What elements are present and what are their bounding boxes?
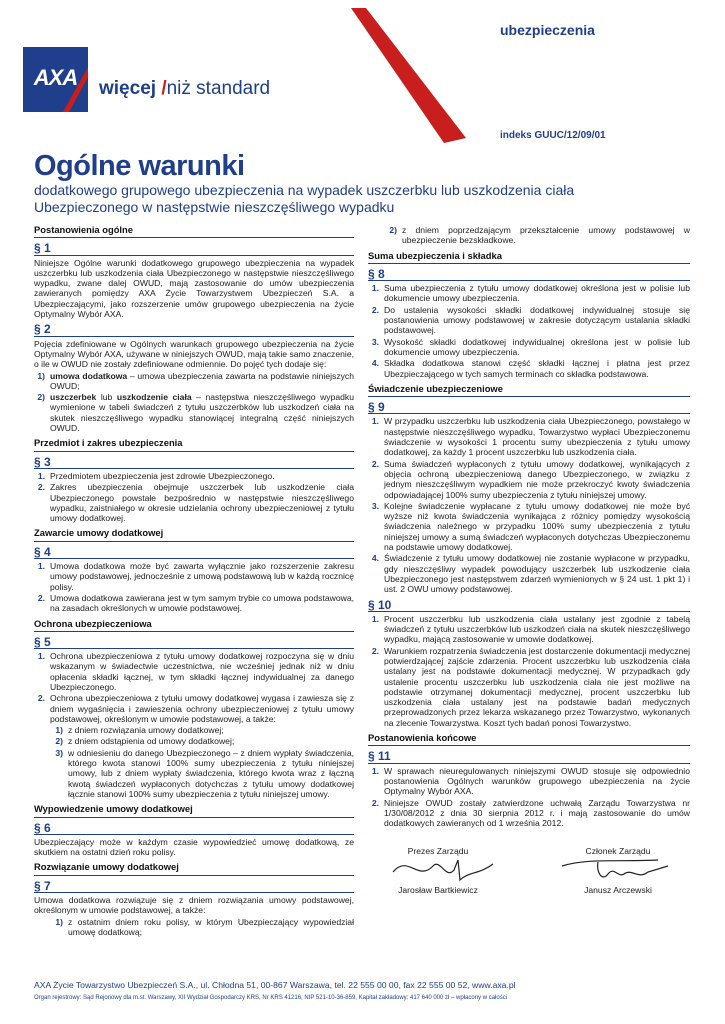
section-heading: Przedmiot i zakres ubezpieczenia: [34, 438, 354, 451]
list-item: [34, 471, 354, 481]
sub-list-item: [50, 736, 354, 746]
category-label: ubezpieczenia: [500, 22, 595, 38]
list-item: [368, 766, 690, 797]
paragraph-number: § 6: [34, 821, 354, 835]
signature-role: Prezes Zarządu: [407, 846, 469, 857]
item-term: uszczerbek: [50, 392, 97, 403]
item-number: 1.: [371, 283, 379, 294]
list-item: [34, 593, 354, 614]
section-heading: Świadczenie ubezpieczeniowe: [368, 384, 690, 397]
list-item: [34, 482, 354, 523]
slogan-slash: /: [161, 78, 167, 99]
list-item: [368, 646, 690, 728]
paragraph-number: § 8: [368, 267, 690, 281]
logo-text: AXA: [33, 65, 78, 90]
item-number: 2): [389, 225, 397, 235]
list-item: [368, 553, 690, 594]
signature-name: Janusz Arczewski: [584, 884, 652, 895]
item-number: 2.: [371, 304, 379, 315]
list-item: [368, 305, 690, 336]
slogan: [99, 78, 270, 100]
list-item: [368, 337, 690, 358]
item-text: Ochrona ubezpieczeniowa z tytułu umowy dodatkowej wygasa i zawiesza się z dniem wygaśnięcia i zawieszenia ochrony ubezpieczeniowej z tytułu umowy podstawowej, określonym w umowie podstawowej, a także:: [50, 693, 354, 724]
item-number: 2.: [37, 592, 45, 603]
item-text: Przedmiotem ubezpieczenia jest zdrowie Ubezpieczonego.: [50, 470, 275, 481]
axa-logo: [23, 47, 88, 112]
item-text: Świadczenie z tytułu umowy dodatkowej nie zostanie wypłacone w przypadku, gdy nieszczęśliwy wypadek powodujący uszczerbek lub uszkodzenie ciała Ubezpieczonego jest następstwem zdarzeń wymienionych w § 24 ust. 1 pkt 1) i ust. 2 OWU umowy podstawowej.: [384, 553, 690, 595]
item-text: Warunkiem rozpatrzenia świadczenia jest dostarczenie dokumentacji medycznej potwierdzającej zajście zdarzenia. Procent uszczerbku lub uszkodzenia ciała ustalany jest na podstawie dokumentacji medycznej. W przypadkach gdy ustalenie procentu uszczerbku lub uszkodzenia ciała nie jest możliwe na podstawie otrzymanej dokumentacji medycznej, procent uszczerbku lub uszkodzenia ciała ustalany jest na podstawie badań medycznych przeprowadzonych przez lekarza wskazanego przez Towarzystwo, wykonanych na zlecenie Towarzystwa. Koszt tych badań ponosi Towarzystwo.: [384, 645, 690, 728]
item-number: 2): [55, 736, 63, 747]
section-heading: Postanowienia ogólne: [34, 225, 354, 238]
item-number: 2.: [371, 797, 379, 808]
list-item: [368, 283, 690, 304]
page-title: Ogólne warunki: [34, 150, 245, 182]
signature-name: Jarosław Bartkiewicz: [398, 884, 478, 895]
list-item: [34, 392, 354, 433]
item-number: 1.: [37, 470, 45, 481]
paragraph-number: § 9: [368, 400, 690, 414]
list-item: [368, 614, 690, 645]
paragraph-text: Pojęcia zdefiniowane w Ogólnych warunkach grupowego ubezpieczenia na życie Optymalny Wybór AXA, używane w niniejszych OWUD, mają takie samo znaczenie, o ile w OWUD nie zostały zdefiniowane odmiennie. Do pojęć tych dodaje się:: [34, 338, 354, 370]
list-item: [34, 693, 354, 724]
item-text: Suma świadczeń wypłaconych z tytułu umowy dodatkowej, wynikających z objęcia ochroną ubezpieczeniową danego Ubezpieczonego, w związku z jednym nieszczęśliwym wypadkiem nie może przekroczyć kwoty świadczenia odpowiadającej 100% sumy ubezpieczenia z tytułu niniejszej umowy.: [384, 458, 690, 500]
footer-registry: Organ rejestrowy: Sąd Rejonowy dla m.st. Warszawy, XII Wydział Gospodarczy KRS, Nr KRS 41216, NIP 521-10-36-859, Kapitał zakładowy: 417 640 000 zł – wpłacony w całości: [34, 995, 508, 1001]
item-text: W przypadku uszczerbku lub uszkodzenia ciała Ubezpieczonego, powstałego w następstwie nieszczęśliwego wypadku, Towarzystwo wypłaci Ubezpieczonemu świadczenie w wysokości 1 procentu sumy ubezpieczenia z tytułu umowy dodatkowej, za każdy 1 procent uszczerbku lub uszkodzenia ciała.: [384, 416, 690, 458]
item-number: 1): [37, 370, 45, 381]
item-number: 3): [55, 747, 63, 758]
item-text: [50, 392, 354, 433]
slogan-bold: więcej: [99, 78, 157, 99]
item-text: Suma ubezpieczenia z tytułu umowy dodatkowej określona jest w polisie lub dokumencie umowy ubezpieczenia.: [384, 283, 690, 304]
item-text: z dniem poprzedzającym przekształcenie umowy podstawowej w ubezpieczenie bezskładkowe.: [402, 225, 690, 246]
slogan-rest: niż standard: [166, 78, 271, 99]
paragraph-text: Umowa dodatkowa rozwiązuje się z dniem rozwiązania umowy podstawowej, określonym w umowie podstawowej, a także:: [34, 895, 354, 916]
paragraph-number: § 3: [34, 455, 354, 469]
list-item: [34, 651, 354, 692]
item-number: 1.: [371, 416, 379, 427]
item-number: 1): [55, 916, 63, 927]
paragraph-number: § 5: [34, 635, 354, 649]
list-item: [34, 371, 354, 392]
item-number: 1.: [37, 561, 45, 572]
item-text: Procent uszczerbku lub uszkodzenia ciała ustalany jest zgodnie z tabelą świadczeń z tytułu uszczerbków lub uszkodzeń ciała na skutek nieszczęśliwego wypadku, mającą zastosowanie w umowie dodatkowej.: [384, 613, 690, 645]
item-number: 3.: [371, 336, 379, 347]
item-text: Zakres ubezpieczenia obejmuje uszczerbek lub uszkodzenie ciała Ubezpieczonego powstałe bezpośrednio w następstwie nieszczęśliwego wypadku, zaistniałego w okresie udzielania ochrony ubezpieczeniowej z tytułu umowy dodatkowej.: [50, 482, 354, 524]
red-diagonal-icon: [296, 8, 466, 143]
item-number: 1.: [37, 651, 45, 662]
item-text: Ochrona ubezpieczeniowa z tytułu umowy dodatkowej rozpoczyna się w dniu wskazanym w świadectwie uczestnictwa, nie wcześniej jednak niż w dniu opłacenia składki łącznej, w tym składki łącznej indywidualnej za danego Ubezpieczonego.: [50, 651, 354, 692]
item-text: Umowa dodatkowa może być zawarta wyłącznie jako rozszerzenie zakresu umowy podstawowej, jednocześnie z umową podstawową lub w każdą rocznicę polisy.: [50, 561, 354, 592]
list-item: [368, 358, 690, 379]
item-term: umowa dodatkowa: [50, 370, 128, 381]
signature-scribble-icon: [388, 852, 498, 886]
item-text: W sprawach nieuregulowanych niniejszymi OWUD stosuje się odpowiednio postanowienia Ogólnych warunków grupowego ubezpieczenia na życie Optymalny Wybór AXA.: [384, 765, 690, 797]
paragraph-number: § 4: [34, 545, 354, 559]
footer-address: AXA Życie Towarzystwo Ubezpieczeń S.A., ul. Chłodna 51, 00-867 Warszawa, tel. 22 555 00 00, fax 22 555 00 52, www.axa.pl: [34, 980, 516, 990]
list-item: [368, 501, 690, 552]
paragraph-number: § 7: [34, 879, 354, 893]
paragraph-number: § 10: [368, 598, 690, 612]
item-text: Wysokość składki dodatkowej indywidualnej określona jest w polisie lub dokumencie umowy ubezpieczenia.: [384, 336, 690, 357]
section-heading: Postanowienia końcowe: [368, 733, 690, 746]
item-number: 2.: [371, 458, 379, 469]
section-heading: Rozwiązanie umowy dodatkowej: [34, 862, 354, 875]
item-text: Kolejne świadczenie wypłacane z tytułu umowy dodatkowej nie może być wyższe niż kwota świadczenia wynikająca z różnicy pomiędzy wysokością świadczenia należnego w przypadku 100% sumy ubezpieczenia z tytułu niniejszej umowy a sumą świadczeń wypłaconych dotychczas Ubezpieczonemu na podstawie umowy dodatkowej.: [384, 500, 690, 553]
section-heading: Wypowiedzenie umowy dodatkowej: [34, 804, 354, 817]
item-number: 2.: [37, 693, 45, 704]
item-number: 1.: [371, 765, 379, 776]
item-number: 4.: [371, 553, 379, 564]
paragraph-text: Ubezpieczający może w każdym czasie wypowiedzieć umowę dodatkową, ze skutkiem na ostatni dzień roku polisy.: [34, 836, 354, 858]
item-text: Umowa dodatkowa zawierana jest w tym samym trybie co umowa podstawowa, na zasadach określonych w umowie podstawowej.: [50, 592, 354, 614]
page-subtitle: dodatkowego grupowego ubezpieczenia na wypadek uszczerbku lub uszkodzenia ciała Ubezpieczonego w następstwie nieszczęśliwego wypadku: [34, 182, 575, 215]
item-text: Do ustalenia wysokości składki dodatkowej indywidualnej stosuje się postanowienia umowy podstawowej w zakresie dotyczącym ustalania składki podstawowej.: [384, 304, 690, 336]
item-text: z dniem odstąpienia od umowy dodatkowej;: [68, 736, 235, 747]
item-number: 1): [55, 725, 63, 736]
item-connector: lub: [96, 392, 117, 403]
item-number: 1.: [371, 613, 379, 624]
list-item: [368, 798, 690, 829]
paragraph-text: Niniejsze Ogólne warunki dodatkowego grupowego ubezpieczenia na wypadek uszczerbku lub uszkodzenia ciała Ubezpieczonego w następstwie nieszczęśliwego wypadku, zwane dalej OWUD, mają zastosowanie do umów ubezpieczenia zawieranych pomiędzy AXA Życie Towarzystwem Ubezpieczeń S.A. a Ubezpieczającymi, jako rozszerzenie umów grupowego ubezpieczenia na życie Optymalny Wybór AXA.: [34, 257, 354, 320]
document-index: indeks GUUC/12/09/01: [500, 130, 606, 141]
list-item: [368, 459, 690, 500]
item-text: Składka dodatkowa stanowi część składki łącznej i płatna jest przez Ubezpieczającego w tych samych terminach co składka podstawowa.: [384, 358, 690, 379]
item-number: 2.: [371, 645, 379, 656]
section-heading: Suma ubezpieczenia i składka: [368, 251, 690, 264]
item-text: Niniejsze OWUD zostały zatwierdzone uchwałą Zarządu Towarzystwa nr 1/30/08/2012 z dnia 30 sierpnia 2012 r. i mają zastosowanie do umów dodatkowych zawieranych od 1 września 2012.: [384, 797, 690, 829]
section-heading: Ochrona ubezpieczeniowa: [34, 619, 354, 632]
item-definition: – umowa ubezpieczenia zawarta na podstawie niniejszych OWUD;: [50, 370, 354, 391]
item-text: z ostatnim dniem roku polisy, w którym Ubezpieczający wypowiedział umowę dodatkową;: [68, 916, 354, 937]
signature-area: [368, 846, 690, 908]
signature-role: Członek Zarządu: [585, 846, 651, 857]
sub-list-item: [384, 225, 690, 246]
paragraph-number: § 1: [34, 241, 354, 255]
item-number: 3.: [371, 500, 379, 511]
item-number: 4.: [371, 358, 379, 369]
sub-list-item: [50, 725, 354, 735]
item-number: 2.: [37, 482, 45, 493]
list-item: [368, 416, 690, 457]
paragraph-number: § 2: [34, 322, 354, 336]
item-text: z dniem rozwiązania umowy dodatkowej;: [68, 725, 224, 736]
right-column: [368, 225, 690, 908]
item-definition: – następstwa nieszczęśliwego wypadku wymienione w tabeli świadczeń z tytułu uszczerbków lub uszkodzeń ciała na skutek nieszczęśliwego wypadku stanowiącej integralną część niniejszych OWUD.: [50, 392, 354, 434]
sub-list-item: [50, 917, 354, 938]
sub-list-item: [50, 748, 354, 799]
list-item: [34, 561, 354, 592]
section-heading: Zawarcie umowy dodatkowej: [34, 528, 354, 541]
item-text: w odniesieniu do danego Ubezpieczonego – z dniem wypłaty świadczenia, którego kwota stanowi 100% sumy ubezpieczenia z tytułu niniejszej umowy, lub z dniem wypłaty świadczenia, którego kwota wraz z łączną kwotą świadczeń wypłaconych dotychczas z tytułu umowy dodatkowej łącznie stanowi 100% sumy ubezpieczenia z tytułu niniejszej umowy.: [68, 747, 354, 799]
paragraph-number: § 11: [368, 749, 690, 763]
left-column: [34, 225, 354, 937]
signature-scribble-icon: [558, 852, 678, 886]
item-number: 2): [37, 392, 45, 403]
item-text: [50, 371, 354, 392]
item-term: uszkodzenie ciała: [116, 392, 192, 403]
